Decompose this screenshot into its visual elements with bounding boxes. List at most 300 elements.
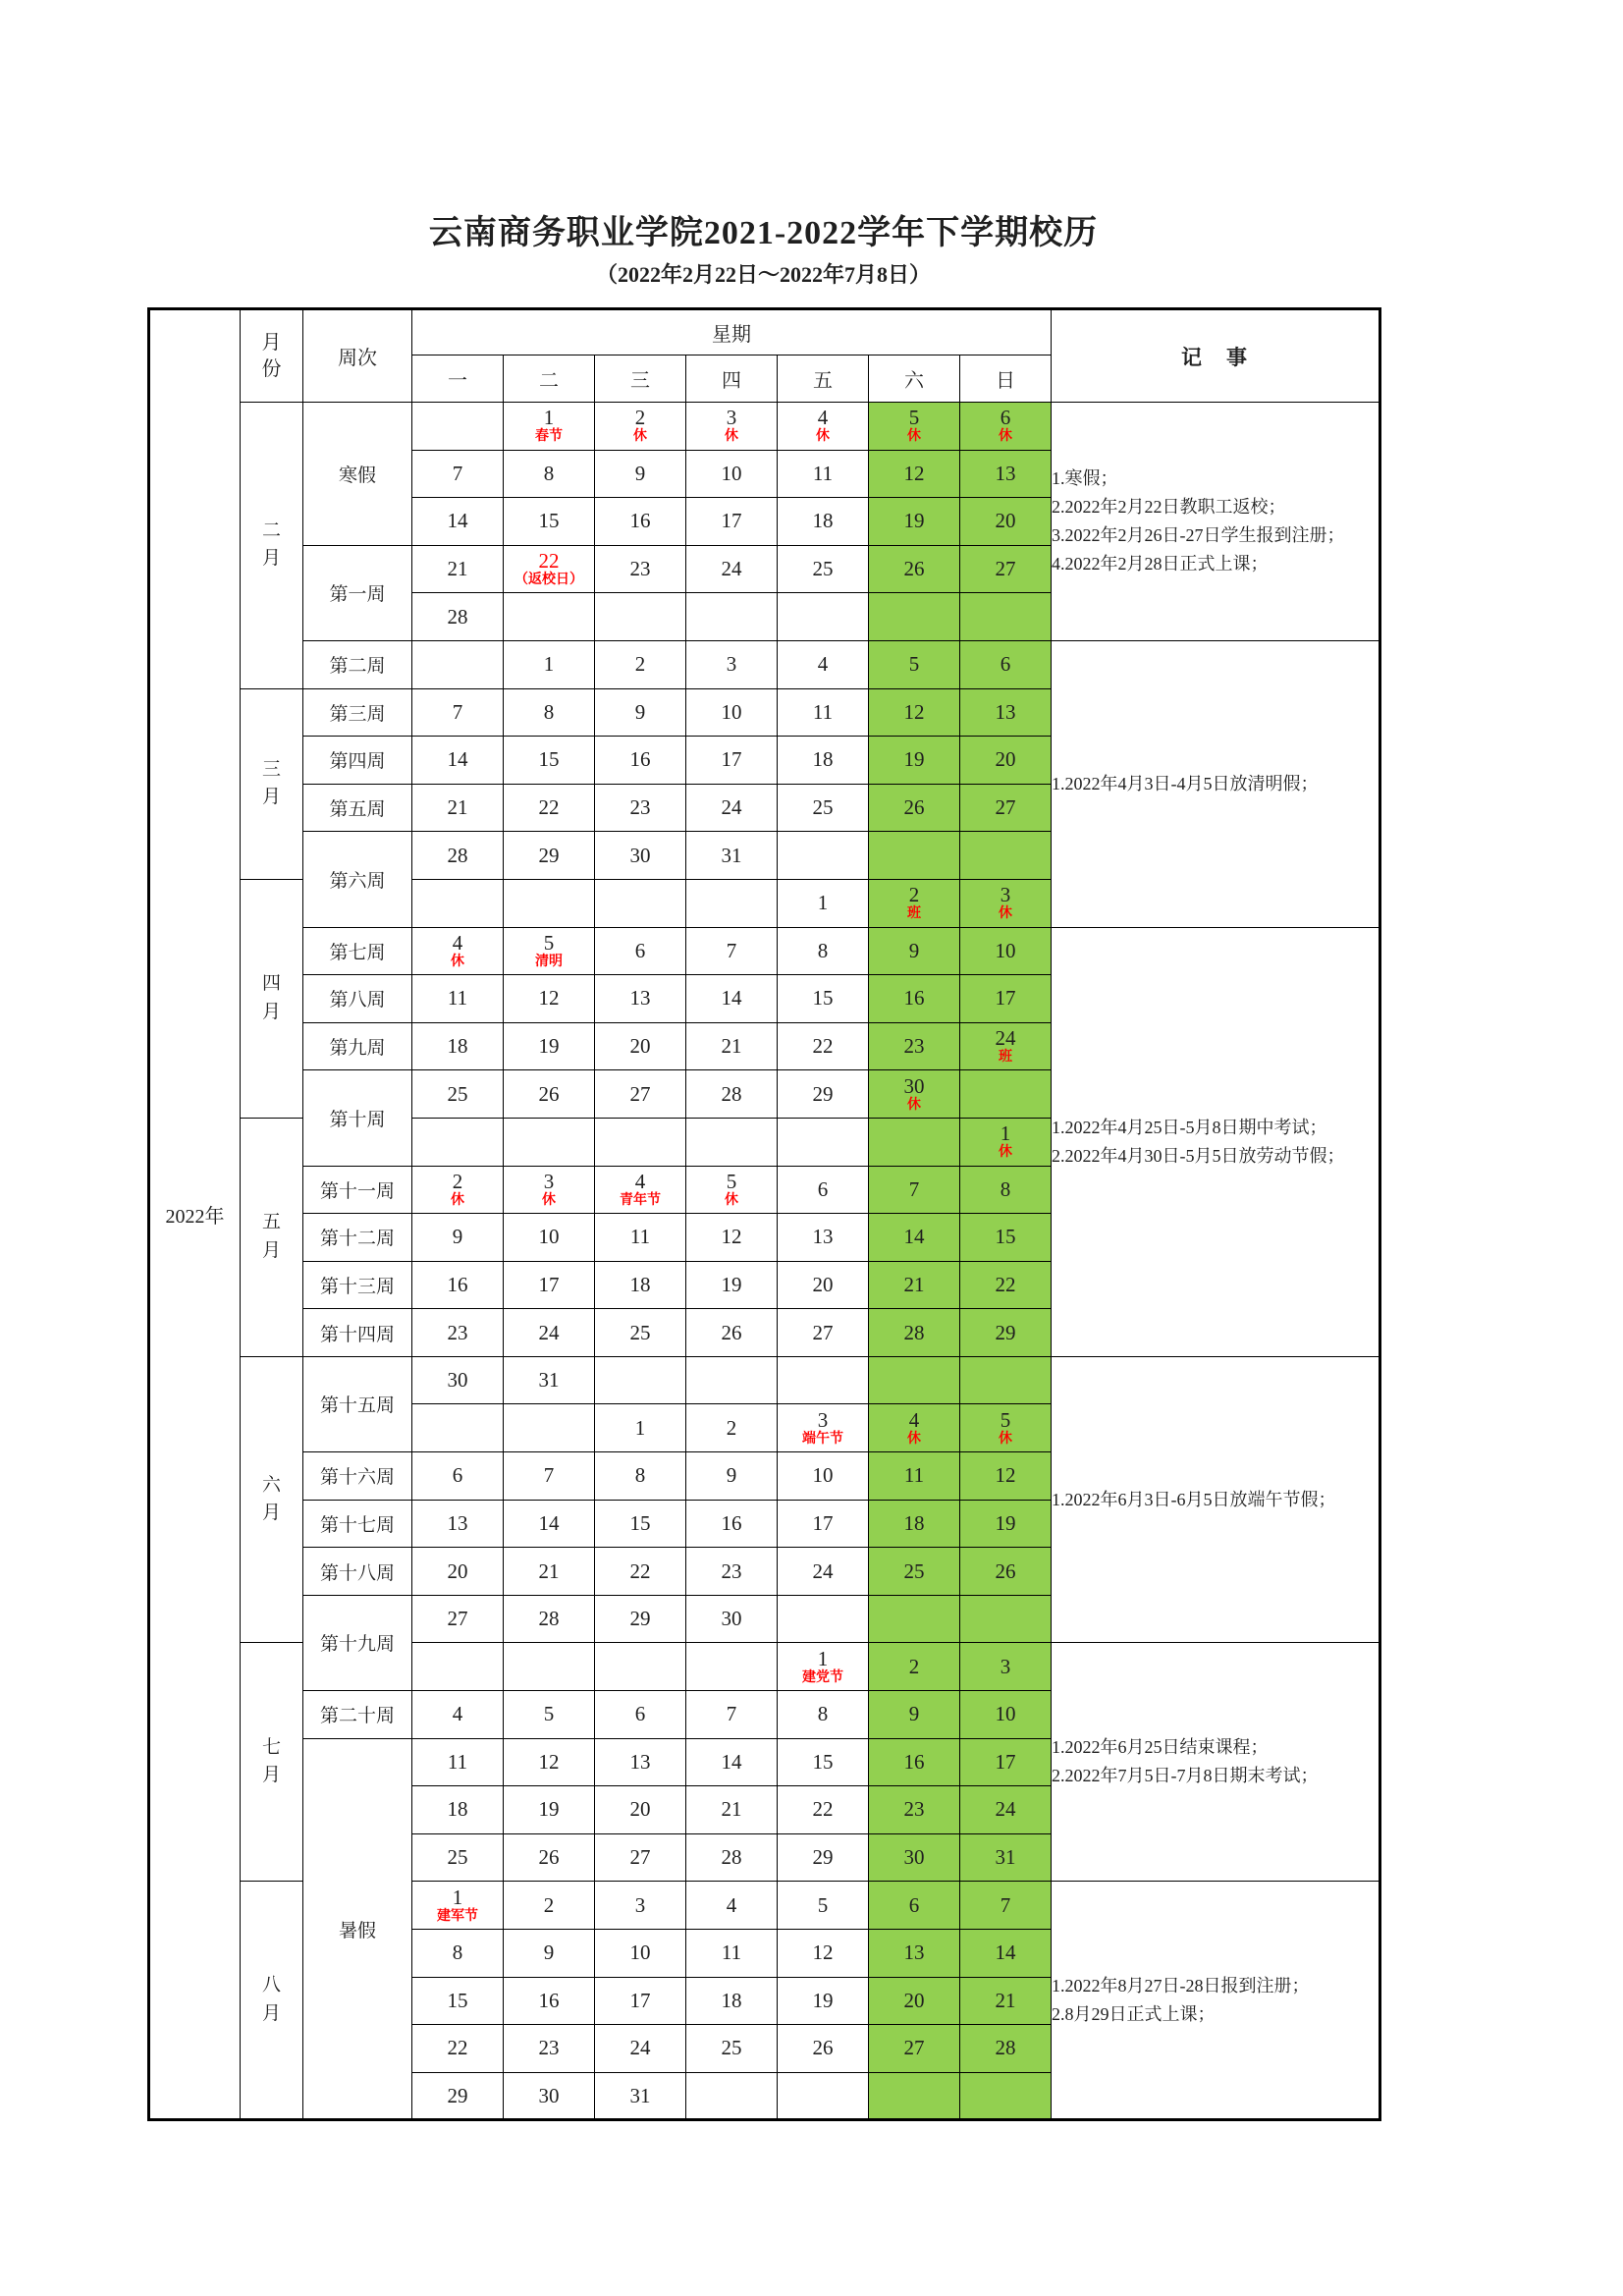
holiday-tag: 休 [542,1192,556,1208]
date-number: 5 [543,930,555,955]
date-cell [869,1452,960,1501]
date-number: 22 [538,548,560,573]
date-cell [412,1548,504,1596]
date-cell [778,1404,869,1452]
note-line: 4.2022年2月28日正式上课； [1052,554,1269,574]
date-number: 9 [634,461,646,485]
date-number: 9 [634,699,646,724]
date-number: 7 [452,461,463,485]
date-number: 7 [726,1702,737,1726]
date-cell [504,1738,595,1786]
notes-cell [1052,1643,1380,1882]
date-cell [504,1833,595,1882]
date-number: 25 [447,1081,468,1106]
date-number: 13 [903,1941,925,1965]
date-number: 10 [812,1463,834,1488]
date-number: 19 [538,1797,560,1822]
date-cell [869,403,960,451]
date-number: 15 [447,1988,468,2012]
date-number: 3 [634,1892,646,1917]
date-cell [960,1548,1052,1596]
month-label: 六月 [261,1474,281,1524]
date-number: 20 [812,1272,834,1296]
date-number: 13 [995,699,1016,724]
week-cell: 第十八周 [303,1548,412,1596]
date-number: 4 [726,1892,737,1917]
date-cell [412,1738,504,1786]
date-cell [778,1500,869,1548]
week-cell: 第十一周 [303,1166,412,1214]
date-number: 6 [634,1702,646,1726]
date-cell [960,1691,1052,1739]
date-cell [778,1022,869,1070]
date-cell [412,1118,504,1166]
date-number: 6 [1000,652,1011,677]
month-label: 四月 [261,973,281,1022]
date-cell [595,1738,686,1786]
date-cell [412,1452,504,1501]
month-cell [241,1882,303,2120]
date-number: 1 [543,406,555,430]
date-number: 3 [1000,1654,1011,1678]
date-cell [778,1595,869,1643]
date-cell [504,640,595,688]
date-number: 11 [447,1749,468,1774]
date-number: 1 [817,891,829,915]
date-cell [869,545,960,593]
date-number: 2 [543,1892,555,1917]
date-cell [869,1214,960,1262]
holiday-tag: 春节 [535,429,563,445]
date-cell [686,975,778,1023]
date-number: 8 [817,938,829,962]
weekno-header: 周次 [303,309,412,403]
date-cell [778,498,869,546]
notes-cell [1052,1882,1380,2120]
month-cell [241,879,303,1118]
date-number: 9 [726,1463,737,1488]
date-number: 17 [995,1749,1016,1774]
date-number: 23 [629,557,651,581]
date-number: 10 [995,938,1016,962]
date-number: 20 [995,509,1016,533]
date-cell [960,1070,1052,1119]
date-number: 7 [543,1463,555,1488]
date-number: 20 [995,747,1016,772]
date-cell [686,545,778,593]
date-cell [869,1548,960,1596]
date-cell [412,545,504,593]
week-cell: 第十四周 [303,1309,412,1357]
date-number: 18 [903,1510,925,1535]
date-number: 10 [721,461,742,485]
date-cell [686,1595,778,1643]
date-cell [412,1500,504,1548]
week-cell: 第十周 [303,1070,412,1166]
date-number: 28 [903,1320,925,1344]
weekday-header-6: 六 [869,355,960,403]
date-number: 11 [903,1463,925,1488]
date-cell [412,2072,504,2120]
date-cell [412,1595,504,1643]
date-number: 22 [812,1797,834,1822]
date-number: 26 [538,1081,560,1106]
week-cell: 第二周 [303,640,412,688]
date-cell [504,2025,595,2073]
date-cell [686,1309,778,1357]
date-cell [869,1309,960,1357]
date-number: 4 [452,1702,463,1726]
date-cell [595,2072,686,2120]
date-cell [686,1166,778,1214]
date-number: 27 [629,1845,651,1870]
date-cell [869,784,960,832]
date-number: 27 [447,1607,468,1631]
date-cell [595,403,686,451]
date-number: 6 [817,1176,829,1201]
date-number: 11 [447,986,468,1011]
date-cell [960,1643,1052,1691]
calendar-row [149,403,1380,451]
date-cell [595,688,686,737]
note-line: 1.2022年4月25日-5月8日期中考试； [1052,1117,1327,1137]
date-cell [869,640,960,688]
date-cell [778,784,869,832]
date-cell [960,1786,1052,1834]
date-number: 8 [543,699,555,724]
date-number: 20 [903,1988,925,2012]
date-number: 30 [447,1368,468,1393]
date-number: 8 [1000,1176,1011,1201]
date-number: 8 [634,1463,646,1488]
date-number: 21 [721,1797,742,1822]
date-cell [960,450,1052,498]
holiday-tag: 青年节 [620,1192,661,1208]
weekday-header-5: 五 [778,355,869,403]
date-cell [412,1356,504,1404]
holiday-tag: 端午节 [802,1431,843,1447]
month-cell [241,688,303,879]
date-number: 5 [908,652,920,677]
date-cell [778,737,869,785]
date-number: 17 [721,747,742,772]
date-cell [412,498,504,546]
date-cell [595,450,686,498]
date-cell [686,403,778,451]
date-number: 12 [812,1941,834,1965]
date-number: 29 [538,843,560,867]
date-number: 23 [903,1033,925,1058]
date-cell [412,1786,504,1834]
week-cell: 第十六周 [303,1452,412,1501]
date-cell [504,1070,595,1119]
notes-cell [1052,403,1380,641]
date-cell [595,545,686,593]
date-number: 3 [726,652,737,677]
date-number: 23 [447,1320,468,1344]
date-cell [504,1022,595,1070]
date-number: 23 [629,795,651,819]
date-cell [504,975,595,1023]
date-number: 15 [538,747,560,772]
date-cell [686,1214,778,1262]
date-number: 8 [543,461,555,485]
date-cell [960,1977,1052,2025]
date-cell [504,450,595,498]
date-cell [869,737,960,785]
date-number: 25 [903,1558,925,1583]
date-cell [686,1882,778,1930]
date-cell [778,975,869,1023]
date-number: 17 [721,509,742,533]
date-cell [686,2072,778,2120]
date-number: 30 [538,2083,560,2107]
note-line: 1.寒假； [1052,467,1118,488]
date-number: 21 [721,1033,742,1058]
date-number: 27 [995,795,1016,819]
holiday-tag: 清明 [535,954,563,969]
date-cell [960,688,1052,737]
date-number: 21 [903,1272,925,1296]
date-cell [686,1261,778,1309]
date-cell [960,498,1052,546]
date-cell [778,1309,869,1357]
date-number: 10 [538,1225,560,1249]
date-number: 24 [812,1558,834,1583]
week-cell: 寒假 [303,403,412,546]
holiday-tag: 休 [725,429,738,445]
date-cell [960,1261,1052,1309]
date-number: 11 [629,1225,651,1249]
holiday-tag: 休 [816,429,830,445]
date-cell [412,1214,504,1262]
date-cell [412,1309,504,1357]
date-cell [778,1833,869,1882]
date-cell [504,737,595,785]
date-cell [686,2025,778,2073]
date-cell [412,927,504,975]
date-cell [778,1882,869,1930]
date-cell [778,1356,869,1404]
date-cell [778,450,869,498]
month-header-label: 月份 [261,331,282,380]
date-cell [960,1022,1052,1070]
date-cell [595,1118,686,1166]
date-cell [686,593,778,641]
date-number: 28 [995,2036,1016,2060]
date-cell [504,1356,595,1404]
date-cell [595,1070,686,1119]
calendar-row [149,927,1380,975]
date-number: 20 [629,1033,651,1058]
date-cell [504,1595,595,1643]
date-cell [960,927,1052,975]
date-cell [412,784,504,832]
date-cell [504,1643,595,1691]
date-number: 27 [812,1320,834,1344]
date-cell [595,1977,686,2025]
date-number: 14 [447,509,468,533]
date-number: 30 [903,1845,925,1870]
date-cell [869,1261,960,1309]
date-cell [778,688,869,737]
date-number: 12 [721,1225,742,1249]
date-number: 4 [452,930,463,955]
date-cell [778,593,869,641]
date-cell [412,1691,504,1739]
date-cell [504,1500,595,1548]
month-label: 二月 [261,519,281,570]
date-cell [412,1643,504,1691]
date-cell [504,1930,595,1978]
date-cell [960,1833,1052,1882]
date-number: 25 [721,2036,742,2060]
date-cell [869,450,960,498]
date-cell [778,640,869,688]
page-subtitle: （2022年2月22日～2022年7月8日） [595,261,931,287]
date-number: 3 [1000,883,1011,907]
date-cell [869,593,960,641]
date-cell [869,1118,960,1166]
date-cell [595,1022,686,1070]
date-number: 12 [903,461,925,485]
date-cell [869,879,960,927]
date-cell [869,1977,960,2025]
date-cell [412,2025,504,2073]
year-cell: 2022年 [149,309,241,2120]
holiday-tag: 休 [999,906,1012,922]
date-number: 14 [903,1225,925,1249]
date-number: 16 [903,1749,925,1774]
date-cell [869,1786,960,1834]
date-number: 18 [812,509,834,533]
date-number: 25 [629,1320,651,1344]
holiday-tag: 建党节 [802,1669,843,1685]
date-cell [595,593,686,641]
date-cell [504,403,595,451]
holiday-tag: 休 [633,429,647,445]
date-number: 28 [721,1081,742,1106]
date-cell [960,1404,1052,1452]
date-cell [869,1500,960,1548]
date-number: 11 [721,1941,742,1965]
date-number: 24 [995,1797,1016,1822]
date-cell [686,1786,778,1834]
date-cell [960,737,1052,785]
date-cell [960,1930,1052,1978]
week-cell: 第五周 [303,784,412,832]
weekday-header-4: 四 [686,355,778,403]
date-number: 17 [995,986,1016,1011]
date-cell [412,1166,504,1214]
week-cell: 第八周 [303,975,412,1023]
date-cell [504,1404,595,1452]
date-number: 27 [995,557,1016,581]
date-cell [686,450,778,498]
date-number: 17 [538,1272,560,1296]
date-number: 2 [634,652,646,677]
date-number: 4 [817,406,829,430]
date-number: 29 [812,1081,834,1106]
date-number: 9 [543,1941,555,1965]
date-number: 13 [995,461,1016,485]
date-number: 12 [995,1463,1016,1488]
date-number: 1 [1000,1121,1011,1146]
weekday-header-7: 日 [960,355,1052,403]
week-cell: 暑假 [303,1738,412,2120]
date-number: 8 [452,1941,463,1965]
date-number: 12 [538,986,560,1011]
date-number: 4 [908,1407,920,1432]
date-number: 2 [908,883,920,907]
date-number: 17 [812,1510,834,1535]
date-number: 28 [538,1607,560,1631]
date-cell [778,1214,869,1262]
date-number: 26 [538,1845,560,1870]
date-number: 29 [812,1845,834,1870]
date-number: 20 [629,1797,651,1822]
date-cell [412,737,504,785]
date-cell [778,1452,869,1501]
date-cell [595,1786,686,1834]
date-cell [869,2072,960,2120]
date-cell [778,1261,869,1309]
date-cell [412,1261,504,1309]
month-header [241,309,303,403]
date-cell [869,1404,960,1452]
date-number: 10 [995,1702,1016,1726]
date-number: 21 [447,795,468,819]
date-number: 5 [543,1702,555,1726]
date-cell [686,784,778,832]
date-cell [960,832,1052,880]
date-number: 5 [726,1169,737,1193]
holiday-tag: 班 [907,906,921,922]
date-cell [686,688,778,737]
date-number: 9 [908,1702,920,1726]
date-cell [412,640,504,688]
date-number: 31 [721,843,742,867]
note-line: 2.2022年4月30日-5月5日放劳动节假； [1052,1145,1345,1166]
date-number: 26 [995,1558,1016,1583]
date-cell [869,1691,960,1739]
date-cell [504,784,595,832]
date-cell [504,1786,595,1834]
date-number: 25 [812,795,834,819]
date-cell [960,975,1052,1023]
date-cell [960,593,1052,641]
date-cell [595,975,686,1023]
date-number: 11 [812,461,834,485]
month-cell [241,1643,303,1882]
date-cell [686,1356,778,1404]
date-cell [412,1977,504,2025]
date-number: 27 [629,1081,651,1106]
date-cell [869,1930,960,1978]
date-number: 15 [812,986,834,1011]
date-number: 29 [995,1320,1016,1344]
note-line: 1.2022年4月3日-4月5日放清明假； [1052,773,1319,793]
date-cell [504,498,595,546]
date-number: 3 [817,1407,829,1432]
date-number: 31 [995,1845,1016,1870]
date-cell [960,1214,1052,1262]
date-cell [778,832,869,880]
date-cell [778,403,869,451]
date-cell [686,498,778,546]
date-cell [686,1118,778,1166]
date-cell [412,688,504,737]
